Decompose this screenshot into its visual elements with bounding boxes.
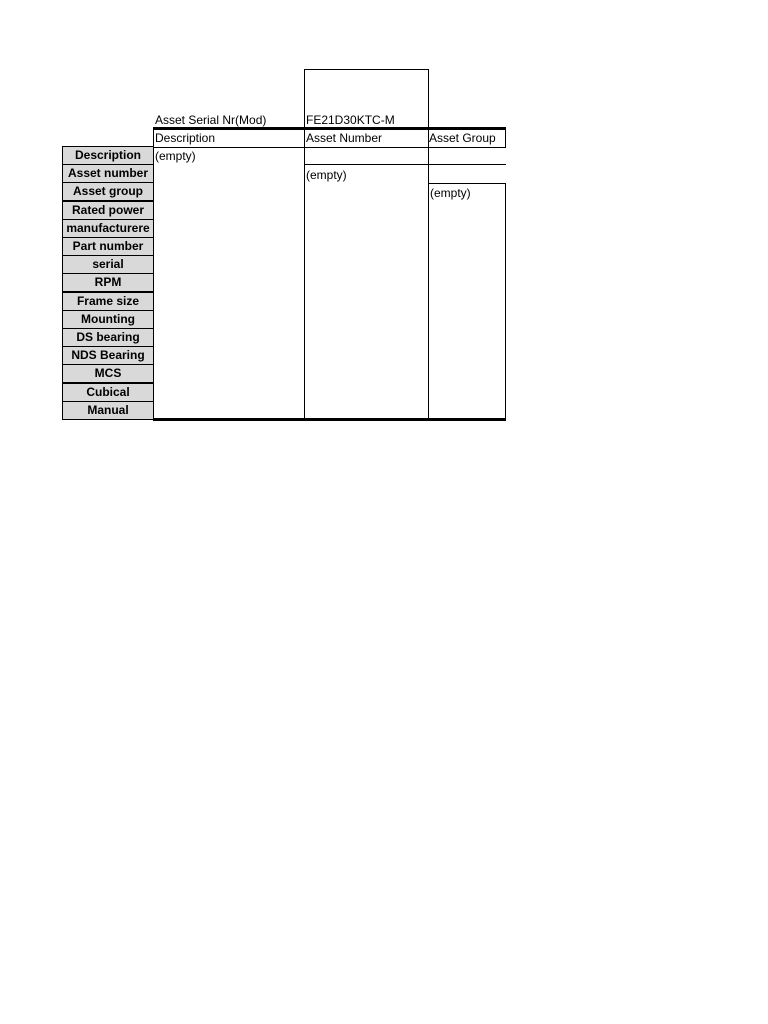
field-label-asset-number: Asset number xyxy=(62,164,154,183)
table-bottom-border xyxy=(153,418,506,421)
header-right-border xyxy=(505,127,506,148)
field-label-manufacturer: manufacturere xyxy=(62,219,154,238)
serial-label: Asset Serial Nr(Mod) xyxy=(155,113,267,127)
field-label-nds-bearing: NDS Bearing xyxy=(62,346,154,365)
column-header-description: Description xyxy=(155,131,216,145)
column-divider-2 xyxy=(428,127,429,421)
field-label-mcs: MCS xyxy=(62,364,154,383)
header-top-border xyxy=(153,127,506,130)
field-label-cubical: Cubical xyxy=(62,383,154,402)
asset-number-value: (empty) xyxy=(306,168,347,182)
field-label-ds-bearing: DS bearing xyxy=(62,328,154,347)
field-label-description: Description xyxy=(62,146,154,165)
field-label-manual: Manual xyxy=(62,401,154,420)
column-header-asset-group: Asset Group xyxy=(429,131,496,145)
serial-value: FE21D30KTC-M xyxy=(306,113,395,127)
asset-group-row-line xyxy=(428,183,506,184)
field-label-rpm: RPM xyxy=(62,273,154,292)
asset-group-right-border xyxy=(505,183,506,421)
field-label-rated-power: Rated power xyxy=(62,201,154,220)
column-header-asset-number: Asset Number xyxy=(306,131,383,145)
field-label-part-number: Part number xyxy=(62,237,154,256)
field-label-mounting: Mounting xyxy=(62,310,154,329)
field-label-asset-group: Asset group xyxy=(62,182,154,201)
description-value: (empty) xyxy=(155,149,196,163)
asset-group-value: (empty) xyxy=(430,186,471,200)
field-label-frame-size: Frame size xyxy=(62,292,154,311)
header-bottom-border xyxy=(153,147,506,148)
column-divider-1 xyxy=(304,127,305,421)
asset-number-row-line xyxy=(304,164,506,165)
field-label-serial: serial xyxy=(62,255,154,274)
